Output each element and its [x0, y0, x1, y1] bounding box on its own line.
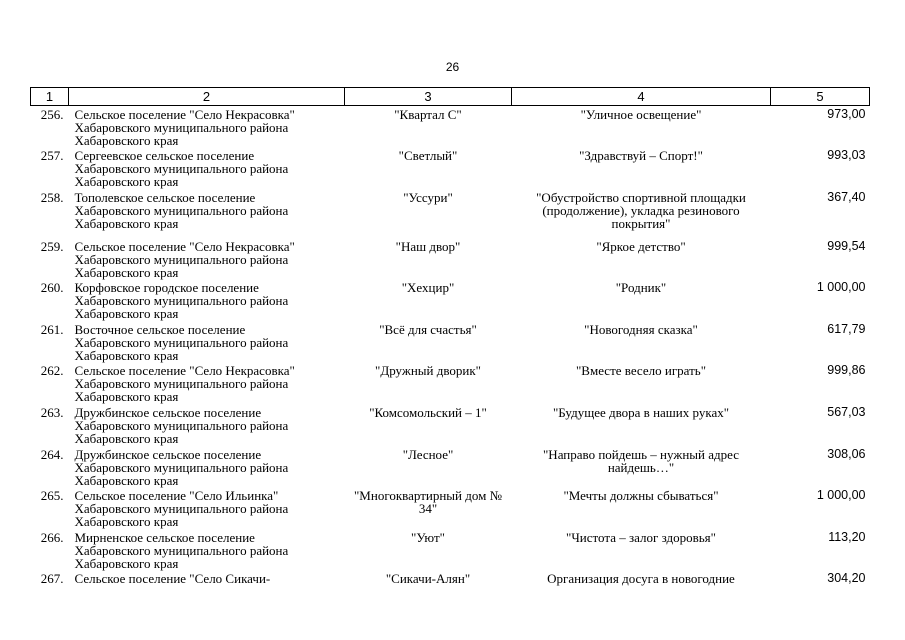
- settlement-name-line: Дружбинское сельское поселение: [74, 405, 262, 421]
- settlement-name-line: Хабаровского края: [74, 431, 179, 447]
- column-header-3: 3: [345, 88, 512, 106]
- settlement-name-line: Хабаровского края: [74, 174, 179, 190]
- amount: 999,54: [827, 238, 866, 253]
- table-row: [31, 529, 870, 571]
- tos-name: "Уют": [411, 529, 445, 545]
- settlement-name-line: Хабаровского края: [74, 306, 179, 322]
- amount: 973,00: [827, 107, 866, 121]
- amount: 1 000,00: [816, 280, 866, 295]
- row-number: 267.: [40, 571, 64, 587]
- settlement-name-line: Восточное сельское поселение: [74, 321, 246, 337]
- settlement-name-line: Хабаровского муниципального района: [74, 120, 289, 135]
- row-number: 262.: [40, 363, 64, 379]
- tos-name: "Квартал С": [394, 107, 462, 122]
- project-name: "Уличное освещение": [580, 107, 702, 122]
- settlement-name-line: Сельское поселение "Село Некрасовка": [74, 107, 295, 122]
- table-row: [31, 279, 870, 321]
- project-name: Организация досуга в новогодние: [547, 571, 735, 587]
- tos-name: "Лесное": [402, 446, 454, 462]
- project-name: "Чистота – залог здоровья": [566, 529, 716, 545]
- column-header-5: 5: [771, 88, 870, 106]
- page-number: 26: [445, 60, 460, 74]
- settlement-name-line: Дружбинское сельское поселение: [74, 446, 262, 462]
- settlement-name-line: Хабаровского края: [74, 472, 179, 488]
- tos-name: "Хехцир": [401, 280, 455, 296]
- table-row: [31, 446, 870, 488]
- table-body: [31, 106, 870, 613]
- settlement-name-line: Хабаровского муниципального района: [74, 251, 289, 267]
- tos-name: "Всё для счастья": [379, 321, 477, 337]
- table-row: [31, 238, 870, 280]
- amount: 304,20: [827, 571, 866, 586]
- document-table: [30, 87, 870, 612]
- settlement-name-line: Хабаровского муниципального района: [74, 334, 289, 350]
- row-number: 261.: [40, 321, 64, 337]
- amount: 308,06: [827, 446, 866, 461]
- settlement-name-line: Корфовское городское поселение: [74, 280, 259, 296]
- settlement-name: [69, 321, 345, 363]
- row-number: 266.: [40, 529, 64, 545]
- amount: 367,40: [827, 189, 866, 204]
- settlement-name-line: Хабаровского муниципального района: [74, 293, 289, 309]
- project-name: "Родник": [615, 280, 667, 296]
- tos-name: "Дружный дворик": [375, 363, 481, 379]
- amount: 617,79: [827, 321, 866, 336]
- project-name: "Яркое детство": [596, 238, 686, 254]
- settlement-name-line: Тополевское сельское поселение: [74, 189, 256, 205]
- amount: 113,20: [828, 529, 866, 544]
- amount: 1 000,00: [816, 488, 866, 503]
- row-number: 265.: [40, 488, 64, 504]
- table-row: [31, 487, 870, 529]
- settlement-name-line: Хабаровского края: [74, 264, 179, 280]
- settlement-name-line: Хабаровского края: [74, 514, 179, 530]
- settlement-name-line: Сельское поселение "Село Некрасовка": [74, 363, 295, 379]
- settlement-name-line: Хабаровского края: [74, 389, 179, 405]
- settlement-name: [69, 404, 345, 446]
- tos-name: "Светлый": [398, 148, 458, 164]
- row-number: 258.: [40, 189, 64, 205]
- settlement-name: [69, 446, 345, 488]
- row-number: 263.: [40, 405, 64, 421]
- project-name: "Будущее двора в наших руках": [552, 405, 730, 421]
- settlement-name: [69, 147, 345, 189]
- settlement-name-line: Сельское поселение "Село Сикачи-: [74, 571, 271, 587]
- settlement-name-line: Хабаровского муниципального района: [74, 376, 289, 392]
- amount: 567,03: [827, 405, 866, 420]
- project-name: "Мечты должны сбываться": [563, 488, 719, 504]
- settlement-name: [69, 529, 345, 571]
- settlement-name: [69, 570, 345, 612]
- settlement-name: [69, 362, 345, 404]
- project-name: "Обустройство спортивной площадки (продолжение), укладка резинового покрытия": [536, 189, 746, 231]
- table-row: [31, 404, 870, 446]
- settlement-name-line: Хабаровского края: [74, 215, 179, 231]
- settlement-name-line: Сельское поселение "Село Некрасовка": [74, 238, 295, 254]
- settlement-name: [69, 279, 345, 321]
- table-row: [31, 321, 870, 363]
- settlement-name-line: Хабаровского муниципального района: [74, 418, 289, 434]
- table-row: [31, 106, 870, 148]
- column-header-4: 4: [512, 88, 771, 106]
- settlement-name: [69, 238, 345, 280]
- tos-name: "Многоквартирный дом № 34": [354, 488, 502, 517]
- settlement-name-line: Хабаровского муниципального района: [74, 542, 289, 558]
- settlement-name-line: Мирненское сельское поселение: [74, 529, 255, 545]
- settlement-name-line: Хабаровского муниципального района: [74, 459, 289, 475]
- column-header-1: 1: [31, 88, 69, 106]
- column-header-2: 2: [69, 88, 345, 106]
- project-name: "Здравствуй – Спорт!": [579, 148, 703, 164]
- row-number: 260.: [40, 280, 64, 296]
- table-row: [31, 570, 870, 612]
- settlement-name-line: Хабаровского края: [74, 555, 179, 571]
- settlement-name-line: Хабаровского муниципального района: [74, 161, 289, 177]
- settlement-name: [69, 189, 345, 238]
- header-row: [31, 88, 870, 106]
- amount: 999,86: [827, 363, 866, 378]
- tos-name: "Наш двор": [395, 238, 461, 254]
- amount: 993,03: [827, 148, 866, 163]
- tos-name: "Уссури": [403, 189, 453, 205]
- settlement-name-line: Хабаровского края: [74, 347, 179, 363]
- settlement-name-line: Хабаровского края: [74, 133, 179, 148]
- settlement-name-line: Сергеевское сельское поселение: [74, 148, 255, 164]
- row-number: 257.: [40, 148, 64, 164]
- settlement-name: [69, 106, 345, 148]
- row-number: 264.: [40, 446, 64, 462]
- settlement-name: [69, 487, 345, 529]
- settlement-name-line: Сельское поселение "Село Ильинка": [74, 488, 279, 504]
- table-row: [31, 147, 870, 189]
- tos-name: "Сикачи-Алян": [385, 571, 471, 587]
- row-number: 256.: [40, 107, 64, 122]
- settlement-name-line: Хабаровского муниципального района: [74, 501, 289, 517]
- row-number: 259.: [40, 238, 64, 254]
- settlement-name-line: Хабаровского муниципального района: [74, 202, 289, 218]
- table-row: [31, 189, 870, 238]
- tos-name: "Комсомольский – 1": [369, 405, 487, 421]
- table-row: [31, 362, 870, 404]
- project-name: "Вместе весело играть": [576, 363, 706, 379]
- project-name: "Направо пойдешь – нужный адрес найдешь…": [543, 446, 739, 475]
- project-name: "Новогодняя сказка": [584, 321, 698, 337]
